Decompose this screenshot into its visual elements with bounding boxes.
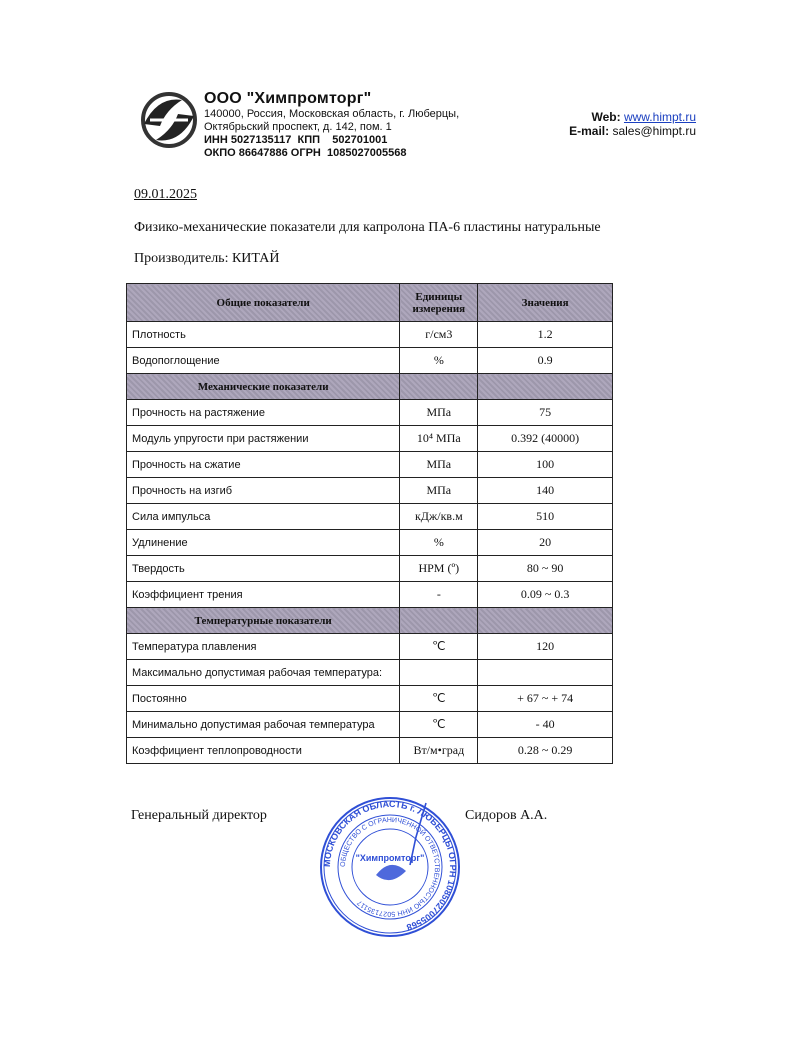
email-label: E-mail: [569,124,610,138]
okpo-ogrn: ОКПО 86647886 ОГРН 1085027005568 [204,147,407,159]
value-cell: 140 [478,478,613,504]
company-logo-icon [136,90,202,150]
value-cell: 0.28 ~ 0.29 [478,738,613,764]
value-cell: 0.392 (40000) [478,426,613,452]
stamp-outer-text: МОСКОВСКАЯ ОБЛАСТЬ г. ЛЮБЕРЦЫ ОГРН 1085027005568 [321,798,459,933]
param-cell: Коэффициент трения [127,582,400,608]
section-mechanical-blank [400,374,478,400]
contacts-block [569,110,696,138]
param-cell: Прочность на растяжение [127,400,400,426]
unit-cell: ℃ [400,712,478,738]
table-row [127,530,613,556]
section-mechanical [127,374,613,400]
table-row [127,322,613,348]
company-block [204,90,459,160]
unit-cell: МПа [400,452,478,478]
param-cell: Постоянно [127,686,400,712]
value-cell: 1.2 [478,322,613,348]
unit-cell: - [400,582,478,608]
value-cell: + 67 ~ + 74 [478,686,613,712]
unit-cell: % [400,348,478,374]
specs-table [126,283,613,764]
unit-cell: МПа [400,478,478,504]
web-label: Web: [591,110,621,124]
section-temperature-blank [400,608,478,634]
param-cell: Коэффициент теплопроводности [127,738,400,764]
table-row [127,686,613,712]
section-mechanical-blank [478,374,613,400]
param-cell: Сила импульса [127,504,400,530]
inn-kpp: ИНН 5027135117 КПП 502701001 [204,134,388,146]
value-cell: 100 [478,452,613,478]
param-cell: Прочность на сжатие [127,452,400,478]
value-cell: 75 [478,400,613,426]
table-row [127,712,613,738]
value-cell: 120 [478,634,613,660]
param-cell: Удлинение [127,530,400,556]
table-row [127,478,613,504]
table-row [127,426,613,452]
value-cell: 0.9 [478,348,613,374]
param-cell: Минимально допустимая рабочая температура [127,712,400,738]
value-cell: 510 [478,504,613,530]
value-cell: - 40 [478,712,613,738]
unit-cell: Вт/м•град [400,738,478,764]
web-link[interactable]: www.himpt.ru [623,110,696,124]
param-cell: Твердость [127,556,400,582]
param-cell: Прочность на изгиб [127,478,400,504]
stamp-inner-text: ОБЩЕСТВО С ОГРАНИЧЕННОЙ ОТВЕТСТВЕННОСТЬЮ ИНН 5027135117 [339,816,441,918]
unit-cell: МПа [400,400,478,426]
email-value[interactable]: sales@himpt.ru [612,124,696,138]
unit-cell [400,660,478,686]
table-row [127,452,613,478]
table-row [127,582,613,608]
signatory-name: Сидоров А.А. [465,808,548,823]
header-units: Единицы измерения [400,284,478,322]
section-mechanical-label: Механические показатели [127,374,400,400]
table-row [127,634,613,660]
header-values: Значения [478,284,613,322]
param-cell: Температура плавления [127,634,400,660]
unit-cell: 10⁴ МПа [400,426,478,452]
table-row [127,400,613,426]
section-temperature [127,608,613,634]
stamp-center-text: "Химпромторг" [355,853,425,863]
param-cell: Водопоглощение [127,348,400,374]
param-cell: Максимально допустимая рабочая температура: [127,660,400,686]
unit-cell: г/см3 [400,322,478,348]
section-temperature-label: Температурные показатели [127,608,400,634]
unit-cell: ℃ [400,634,478,660]
table-row [127,660,613,686]
param-cell: Модуль упругости при растяжении [127,426,400,452]
address-line-2: Октябрьский проспект, д. 142, пом. 1 [204,121,392,133]
section-temperature-blank [478,608,613,634]
document-title: Физико-механические показатели для капролона ПА-6 пластины натуральные [134,220,601,235]
header-general: Общие показатели [127,284,400,322]
producer-line: Производитель: КИТАЙ [134,251,280,266]
param-cell: Плотность [127,322,400,348]
company-stamp [318,795,462,939]
table-header-row [127,284,613,322]
value-cell: 80 ~ 90 [478,556,613,582]
table-row [127,556,613,582]
value-cell: 0.09 ~ 0.3 [478,582,613,608]
address-line-1: 140000, Россия, Московская область, г. Люберцы, [204,108,460,120]
value-cell [478,660,613,686]
table-row [127,504,613,530]
value-cell: 20 [478,530,613,556]
unit-cell: % [400,530,478,556]
unit-cell: кДж/кв.м [400,504,478,530]
table-row [127,348,613,374]
signatory-position: Генеральный директор [131,808,267,823]
unit-cell: ℃ [400,686,478,712]
unit-cell: НРМ (º) [400,556,478,582]
table-row [127,738,613,764]
document-date: 09.01.2025 [134,187,197,202]
company-name: ООО "Химпромторг" [204,90,372,107]
